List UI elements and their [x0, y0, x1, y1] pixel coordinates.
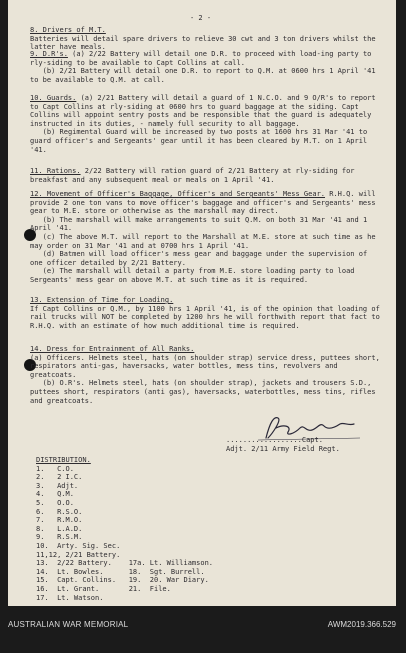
section-13: 13. Extension of Time for Loading. If Capt Collins or Q.M., by 1100 hrs 1 April '41, is of the opinion that loading of rail trucks will NOT be completed by 1200 hrs he will forthwith report that fact to R.H.Q. with an estimate of how much additional time is required. — [30, 296, 385, 330]
distribution-item: 7. R.M.O. — [36, 516, 83, 525]
distribution-heading: DISTRIBUTION. — [36, 456, 91, 464]
document-page — [8, 0, 396, 606]
distribution-item: 15. Capt. Collins. 19. 20. War Diary. — [36, 576, 209, 585]
distribution-item: 1. C.O. — [36, 464, 74, 473]
distribution-item: 9. R.S.M. — [36, 533, 83, 542]
distribution-item: 2. 2 I.C. — [36, 473, 83, 482]
distribution-item: 17. Lt. Watson. — [36, 593, 104, 602]
distribution-item: 4. Q.M. — [36, 490, 74, 499]
archive-footer — [0, 606, 406, 653]
section-11: 11. Rations. 2/22 Battery will ration guard of 2/21 Battery at rly-siding for breakfast and any subsequent meal or meals on 1 April '41. — [30, 167, 359, 184]
distribution-item: 10. Arty. Sig. Sec. — [36, 541, 121, 550]
page-number: - 2 - — [190, 14, 212, 22]
section-14: 14. Dress for Entrainment of All Ranks. (a) Officers. Helmets steel, hats (on shoulder strap) service dress, puttees short, respirators anti-gas, haversacks, water bottles, mess tins, revolvers and greatcoats. (b) O.R's. Helmets steel, hats (on shoulder strap), jackets and trousers S.D., puttees short, respirators (anti gas), haversacks, waterbottles, mess tins, rifles and greatcoats. — [30, 345, 380, 405]
distribution-item: 5. O.O. — [36, 498, 74, 507]
distribution-item: 13. 2/22 Battery. 17a. Lt. Williamson. — [36, 559, 214, 568]
distribution-item: 16. Lt. Grant. 21. File. — [36, 584, 171, 593]
signature-block: ..................Capt. Adjt. 2/11 Army Field Regt. — [226, 436, 340, 453]
distribution-item: 11,12, 2/21 Battery. — [36, 550, 121, 559]
distribution-item: 14. Lt. Bowles. 18. Sgt. Burrell. — [36, 567, 205, 576]
section-8: 8. Drivers of M.T. Batteries will detail spare drivers to relieve 30 cwt and 3 ton drivers whilst the latter have meals. — [30, 26, 380, 52]
distribution-item: 8. L.A.D. — [36, 524, 83, 533]
distribution-item: 3. Adjt. — [36, 481, 79, 490]
footer-accession-number: AWM2019.366.529 — [327, 620, 396, 629]
footer-institution: AUSTRALIAN WAR MEMORIAL — [8, 620, 129, 629]
distribution-list — [36, 456, 213, 602]
distribution-item: 6. R.S.O. — [36, 507, 83, 516]
section-12: 12. Movement of Officer's Baggage, Officer's and Sergeants' Mess Gear. R.H.Q. will provide 2 one ton vans to move officer's baggage and officer's and Sergeants' mess gear to M.E. store or otherwise as the marshall may direct. (b) The marshall will make arrangements to suit Q.M. on both 31 Mar '41 and 1 April '41. (c) The above M.T. will report to the Marshall at M.E. store at such time as he may order on 31 Mar '41 and at 0700 hrs 1 April '41. (d) Batmen will load officer's mess gear and baggage under the supervision of one officer detailed by 2/21 Battery. (e) The marshall will detail a party from M.E. store loading party to load Sergeants' mess gear on above M.T. at such time as it is required. — [30, 190, 376, 284]
section-10: 10. Guards. (a) 2/21 Battery will detail a guard of 1 N.C.O. and 9 O/R's to report to Capt Collins at rly-siding at 0600 hrs to guard baggage at the siding. Capt Collins will appoint sentry posts and be responsible that the guard is adequately instructed in its duties, - namely full security to all baggage. (b) Regimental Guard will be increased by two posts at 1600 hrs 31 Mar '41 to guard officer's and Sergeants' gear until it has been cleared by M.T. on 1 April '41. — [30, 94, 376, 154]
section-9: 9. D.R's. (a) 2/22 Battery will detail one D.R. to proceed with load-ing party to rly-siding to be available to Capt Collins at call. (b) 2/21 Battery will detail one D.R. to report to Q.M. at 0600 hrs 1 April '41 to be available to Q.M. at call. — [30, 50, 376, 84]
